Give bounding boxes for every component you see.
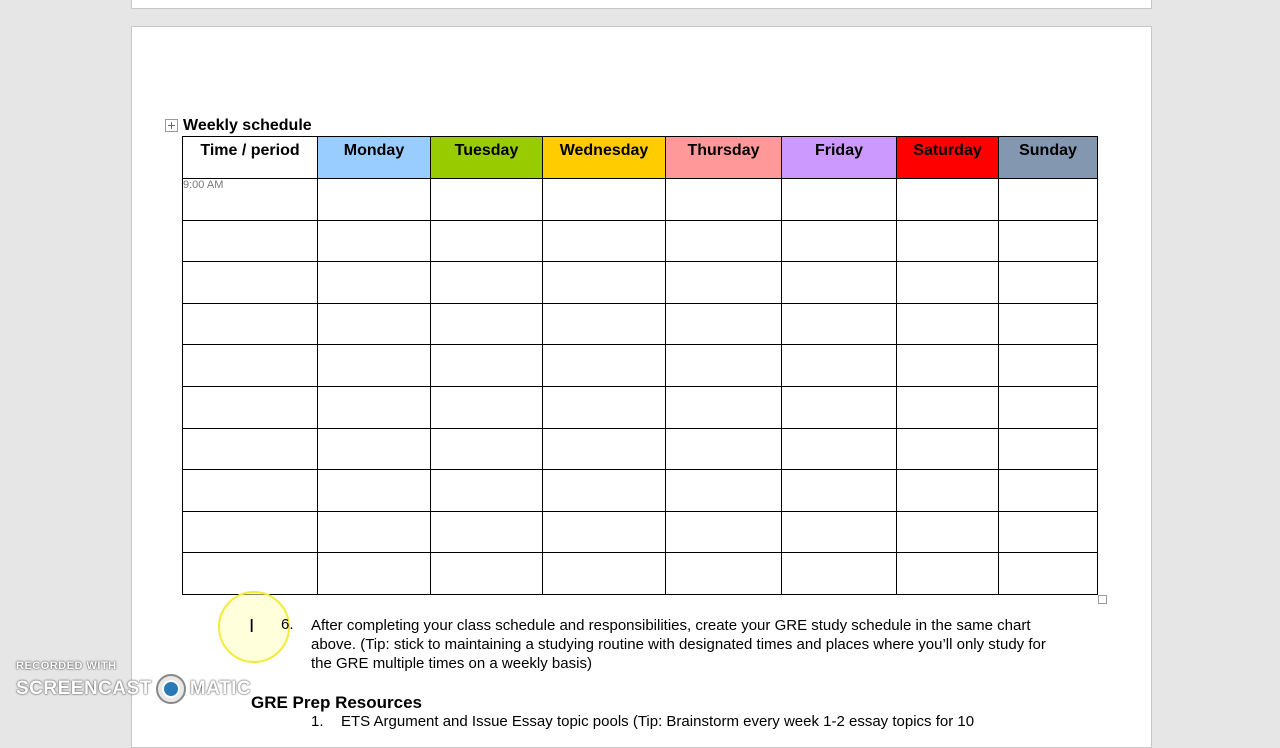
- text-cursor-icon: I: [249, 616, 255, 637]
- table-row: [183, 220, 1098, 262]
- schedule-cell[interactable]: [543, 386, 666, 428]
- table-title: Weekly schedule: [183, 117, 312, 134]
- schedule-cell[interactable]: [431, 220, 543, 262]
- schedule-cell[interactable]: [431, 303, 543, 345]
- table-row: [183, 553, 1098, 595]
- table-row: [183, 511, 1098, 553]
- schedule-cell[interactable]: [318, 470, 431, 512]
- time-cell[interactable]: [183, 386, 318, 428]
- schedule-cell[interactable]: [999, 262, 1098, 304]
- schedule-cell[interactable]: [999, 345, 1098, 387]
- schedule-cell[interactable]: [782, 303, 897, 345]
- header-friday[interactable]: Friday: [782, 137, 897, 179]
- schedule-cell[interactable]: [999, 386, 1098, 428]
- schedule-cell[interactable]: [999, 553, 1098, 595]
- schedule-cell[interactable]: [666, 262, 782, 304]
- schedule-cell[interactable]: [543, 220, 666, 262]
- schedule-cell[interactable]: [318, 303, 431, 345]
- schedule-cell[interactable]: [999, 511, 1098, 553]
- schedule-cell[interactable]: [897, 386, 999, 428]
- header-time-period[interactable]: Time / period: [183, 137, 318, 179]
- table-resize-handle[interactable]: [1098, 595, 1107, 604]
- schedule-cell[interactable]: [431, 553, 543, 595]
- schedule-cell[interactable]: [543, 179, 666, 221]
- schedule-cell[interactable]: [782, 220, 897, 262]
- schedule-cell[interactable]: [318, 511, 431, 553]
- watermark-top: RECORDED WITH: [16, 660, 117, 672]
- schedule-cell[interactable]: [897, 553, 999, 595]
- schedule-cell[interactable]: [431, 345, 543, 387]
- header-sunday[interactable]: Sunday: [999, 137, 1098, 179]
- schedule-cell[interactable]: [431, 470, 543, 512]
- list-item-number: 6.: [281, 616, 294, 633]
- table-row: [183, 428, 1098, 470]
- header-saturday[interactable]: Saturday: [897, 137, 999, 179]
- schedule-cell[interactable]: [543, 470, 666, 512]
- table-row: [183, 303, 1098, 345]
- schedule-cell[interactable]: [897, 428, 999, 470]
- schedule-cell[interactable]: [782, 262, 897, 304]
- list-item-text[interactable]: After completing your class schedule and responsibilities, create your GRE study schedule in the same chart above. (Tip: stick to maintaining a studying routine with designated times and places where you’ll only study for the GRE multiple times on a weekly basis): [311, 617, 1046, 672]
- screencast-logo-icon: [156, 674, 186, 704]
- time-cell[interactable]: [183, 553, 318, 595]
- schedule-cell[interactable]: [543, 345, 666, 387]
- schedule-cell[interactable]: [999, 303, 1098, 345]
- time-cell[interactable]: [183, 511, 318, 553]
- schedule-cell[interactable]: [897, 220, 999, 262]
- time-cell[interactable]: 9:00 AM: [183, 179, 318, 221]
- schedule-cell[interactable]: [666, 511, 782, 553]
- schedule-cell[interactable]: [999, 470, 1098, 512]
- table-row: [183, 386, 1098, 428]
- schedule-cell[interactable]: [543, 553, 666, 595]
- schedule-cell[interactable]: [543, 428, 666, 470]
- schedule-cell[interactable]: [666, 220, 782, 262]
- time-cell[interactable]: [183, 303, 318, 345]
- schedule-cell[interactable]: [782, 345, 897, 387]
- schedule-cell[interactable]: [318, 220, 431, 262]
- schedule-cell[interactable]: [666, 386, 782, 428]
- schedule-cell[interactable]: [782, 179, 897, 221]
- table-move-handle-icon[interactable]: +: [166, 119, 177, 132]
- time-cell[interactable]: [183, 428, 318, 470]
- schedule-cell[interactable]: [897, 262, 999, 304]
- schedule-cell[interactable]: [431, 428, 543, 470]
- schedule-cell[interactable]: [666, 553, 782, 595]
- schedule-cell[interactable]: [999, 220, 1098, 262]
- time-cell[interactable]: [183, 470, 318, 512]
- table-row: [183, 345, 1098, 387]
- schedule-cell[interactable]: [897, 345, 999, 387]
- table-row: [183, 179, 1098, 221]
- schedule-cell[interactable]: [543, 511, 666, 553]
- time-cell[interactable]: [183, 220, 318, 262]
- header-wednesday[interactable]: Wednesday: [543, 137, 666, 179]
- schedule-cell[interactable]: [543, 303, 666, 345]
- schedule-cell[interactable]: [318, 428, 431, 470]
- schedule-cell[interactable]: [543, 262, 666, 304]
- resource-item-number: 1.: [311, 713, 324, 730]
- schedule-cell[interactable]: [318, 179, 431, 221]
- schedule-cell[interactable]: [431, 386, 543, 428]
- schedule-body: [183, 179, 1098, 595]
- header-monday[interactable]: Monday: [318, 137, 431, 179]
- screencast-watermark: [16, 660, 251, 704]
- schedule-cell[interactable]: [782, 553, 897, 595]
- schedule-cell[interactable]: [431, 262, 543, 304]
- weekly-schedule-table: [182, 136, 1098, 595]
- schedule-cell[interactable]: [897, 470, 999, 512]
- schedule-cell[interactable]: [318, 262, 431, 304]
- previous-page-bottom: [131, 0, 1152, 9]
- header-tuesday[interactable]: Tuesday: [431, 137, 543, 179]
- schedule-cell[interactable]: [666, 470, 782, 512]
- watermark-right: MATIC: [189, 678, 252, 699]
- schedule-cell[interactable]: [782, 386, 897, 428]
- schedule-cell[interactable]: [999, 428, 1098, 470]
- schedule-cell[interactable]: [782, 470, 897, 512]
- table-row: [183, 262, 1098, 304]
- schedule-cell[interactable]: [666, 179, 782, 221]
- schedule-cell[interactable]: [999, 179, 1098, 221]
- section-heading: GRE Prep Resources: [251, 693, 423, 712]
- schedule-cell[interactable]: [431, 511, 543, 553]
- time-cell[interactable]: [183, 262, 318, 304]
- schedule-cell[interactable]: [897, 511, 999, 553]
- schedule-cell[interactable]: [782, 428, 897, 470]
- schedule-cell[interactable]: [666, 345, 782, 387]
- schedule-cell[interactable]: [666, 303, 782, 345]
- watermark-left: SCREENCAST: [16, 678, 152, 699]
- schedule-cell[interactable]: [431, 179, 543, 221]
- schedule-cell[interactable]: [897, 303, 999, 345]
- schedule-cell[interactable]: [666, 428, 782, 470]
- schedule-cell[interactable]: [897, 179, 999, 221]
- schedule-cell[interactable]: [318, 553, 431, 595]
- table-row: [183, 470, 1098, 512]
- schedule-cell[interactable]: [318, 386, 431, 428]
- time-cell[interactable]: [183, 345, 318, 387]
- header-thursday[interactable]: Thursday: [666, 137, 782, 179]
- schedule-cell[interactable]: [782, 511, 897, 553]
- schedule-cell[interactable]: [318, 345, 431, 387]
- resource-item-text[interactable]: ETS Argument and Issue Essay topic pools (Tip: Brainstorm every week 1-2 essay topics for 10: [341, 713, 975, 730]
